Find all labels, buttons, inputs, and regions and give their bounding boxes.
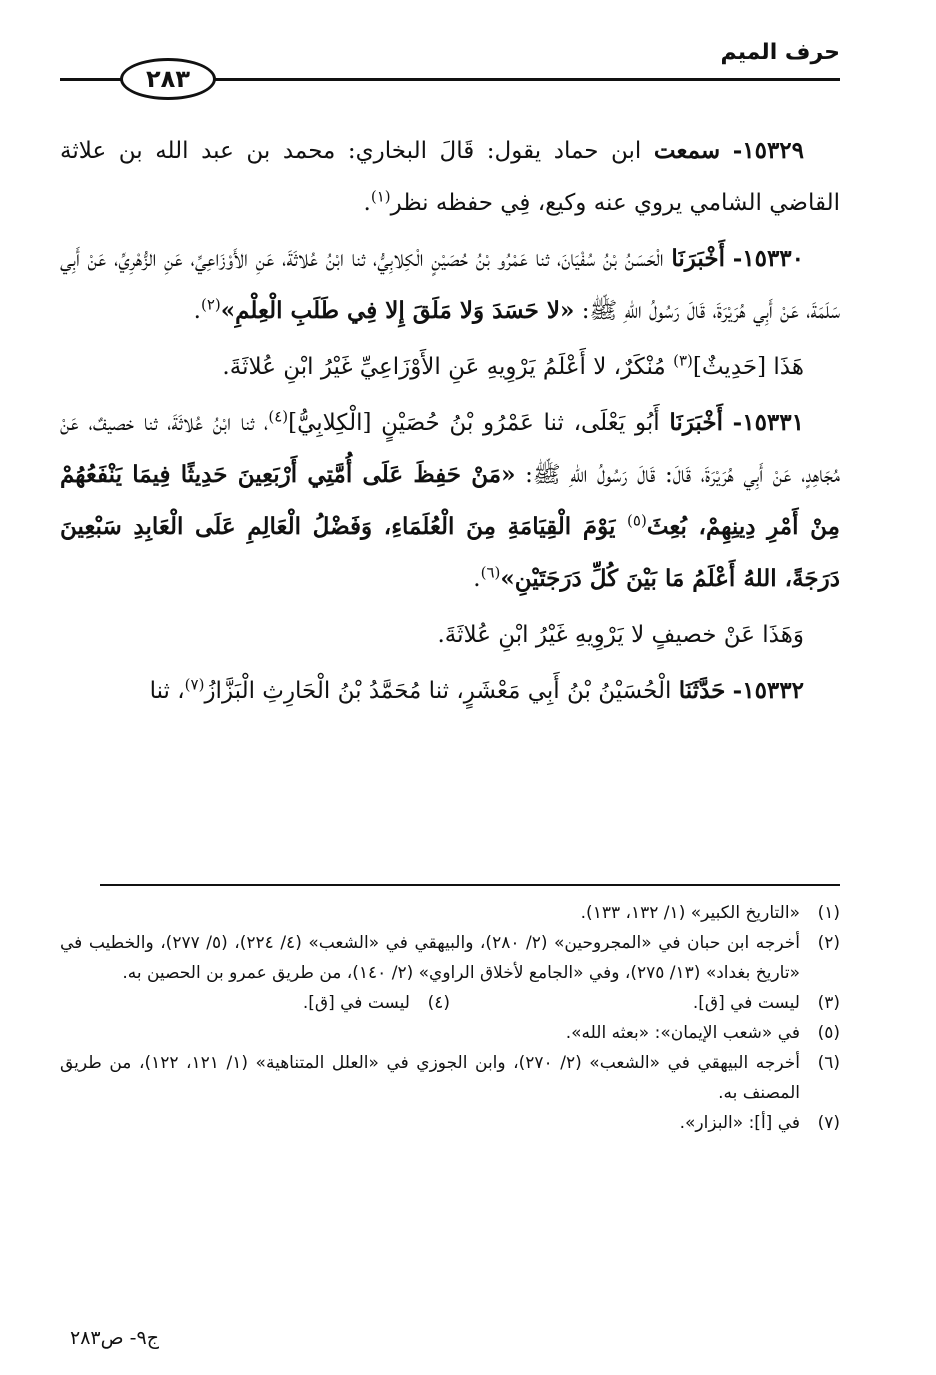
- entry-15331: [60, 397, 840, 605]
- footnote-ref: (٥): [627, 511, 647, 530]
- footnote-row: [60, 988, 840, 1018]
- entry-end: ، ثنا: [149, 678, 185, 704]
- entry-end: .: [193, 298, 201, 324]
- footnote: [450, 988, 840, 1018]
- entry-text: ، ثنا ابْنُ عُلاثَةَ، ثنا خصيفٌ، عَنْ مُجَاهِدٍ، عَنْ أَبِي هُرَيْرَةَ، قَالَ: قَالَ رَسُولُ اللهِ ﷺ:: [60, 410, 841, 488]
- hadith-text: «مَنْ حَفِظَ عَلَى أُمَّتِي أَرْبَعِينَ حَدِيثًا فِيمَا يَنْفَعُهُمْ مِنْ أَمْرِ دِينِهِمْ، بُعِثَ: [60, 461, 840, 540]
- footnote-text: ليست في [ق].: [692, 993, 800, 1013]
- entry-text: ابن حماد يقول: قَالَ البخاري: محمد بن عبد الله بن علاثة القاضي الشامي يروي عنه وكيع، فِي حفظه نظر: [60, 138, 840, 216]
- page-header: [60, 38, 840, 98]
- footnote: [60, 988, 450, 1018]
- page-number: ٢٨٣: [120, 58, 216, 100]
- narration-keyword: حَدَّثَنَا: [678, 677, 726, 704]
- footnote-number: (٧): [817, 1113, 840, 1133]
- footnote-text: «التاريخ الكبير» (١/ ١٣٢، ١٣٣).: [580, 903, 800, 923]
- footnote-ref: (١): [370, 187, 391, 206]
- volume-page-reference: ج٩- ص٢٨٣: [70, 1327, 159, 1349]
- footnote: [60, 1048, 840, 1108]
- footnote-number: (٤): [427, 993, 450, 1013]
- footnote-text: في [أ]: «البزار».: [679, 1113, 800, 1133]
- footnote: [60, 928, 840, 988]
- entry-15330: [60, 233, 840, 337]
- narration-keyword: أَخْبَرَنَا: [671, 245, 725, 272]
- editor-comment: [60, 341, 840, 393]
- chapter-title: حرف الميم: [720, 40, 840, 65]
- footnote-ref: (٧): [184, 675, 205, 694]
- entry-number: ١٥٣٣١-: [732, 409, 804, 436]
- editor-comment: [60, 609, 840, 661]
- narration-keyword: أَخْبَرَنَا: [669, 409, 723, 436]
- footnote-divider: [100, 884, 840, 886]
- entry-number: ١٥٣٣٢-: [732, 677, 804, 704]
- footnote-text: في «شعب الإيمان»: «بعثه الله».: [565, 1023, 800, 1043]
- footnote-text: أخرجه ابن حبان في «المجروحين» (٢/ ٢٨٠)، والبيهقي في «الشعب» (٤/ ٢٢٤)، (٥/ ٢٧٧)، والخطيب في «تاريخ بغداد» (١٣/ ٢٧٥)، وفي «الجامع لأخلاق الراوي» (٢/ ١٤٠)، من طريق عمرو بن الحصين به.: [60, 933, 800, 983]
- entry-text: أَبُو يَعْلَى، ثنا عَمْرُو بْنُ حُصَيْنٍ [الْكِلابِيُّ]: [288, 410, 660, 436]
- entry-15329: [60, 125, 840, 229]
- footnotes: [60, 898, 840, 1138]
- hadith-text: «لا حَسَدَ وَلا مَلَقَ إِلا فِي طَلَبِ الْعِلْمِ»: [220, 297, 575, 324]
- entry-number: ١٥٣٣٠-: [732, 245, 805, 272]
- main-text: [60, 125, 840, 717]
- footnote: [60, 1108, 840, 1138]
- entry-number: ١٥٣٢٩-: [732, 137, 805, 164]
- footnote: [60, 898, 840, 928]
- entry-15332: [60, 665, 840, 717]
- comment-text: مُنْكَرٌ، لا أَعْلَمُ يَرْوِيهِ عَنِ الأَوْزَاعِيِّ غَيْرُ ابْنِ عُلاثَةَ.: [222, 354, 674, 380]
- footnote-number: (١): [817, 903, 840, 923]
- footnote-ref: (٣): [673, 351, 693, 370]
- footnote-ref: (٤): [268, 407, 289, 426]
- footnote-number: (٢): [817, 933, 840, 953]
- footnote-ref: (٦): [480, 563, 501, 582]
- narration-keyword: سمعت: [653, 137, 721, 164]
- footnote: [60, 1018, 840, 1048]
- footnote-number: (٥): [817, 1023, 840, 1043]
- comment-text: هَذَا [حَدِيثٌ]: [692, 354, 804, 380]
- footnote-number: (٣): [817, 993, 840, 1013]
- footnote-text: أخرجه البيهقي في «الشعب» (٢/ ٢٧٠)، وابن الجوزي في «العلل المتناهية» (١/ ١٢١، ١٢٢)، من طريق المصنف به.: [60, 1053, 800, 1103]
- entry-text: الْحُسَيْنُ بْنُ أَبِي مَعْشَرٍ، ثنا مُحَمَّدُ بْنُ الْحَارِثِ الْبَزَّازُ: [204, 678, 672, 704]
- entry-text: الْحَسَنُ بْنُ سُفْيَانَ، ثنا عَمْرُو بْنُ حُصَيْنٍ الْكِلابِيُّ، ثنا ابْنُ عُلاثَةَ، عَنِ الأَوْزَاعِيِّ، عَنِ الزُّهْرِيِّ، عَنْ أَبِي سَلَمَةَ، عَنْ أَبِي هُرَيْرَةَ، قَالَ رَسُولُ اللهِ ﷺ:: [60, 246, 840, 324]
- comment-text: وَهَذَا عَنْ خصيفٍ لا يَرْوِيهِ غَيْرُ ابْنِ عُلاثَةَ.: [437, 622, 804, 648]
- footnote-number: (٦): [817, 1053, 840, 1073]
- entry-end: .: [363, 190, 371, 216]
- footnote-text: ليست في [ق].: [302, 993, 410, 1013]
- entry-end: .: [473, 566, 481, 592]
- hadith-text: يَوْمَ الْقِيَامَةِ مِنَ الْعُلَمَاءِ، وَفَضْلُ الْعَالِمِ عَلَى الْعَابِدِ سَبْعِينَ دَرَجَةً، اللهُ أَعْلَمُ مَا بَيْنَ كُلِّ دَرَجَتَيْنِ»: [60, 513, 840, 592]
- footnote-ref: (٢): [200, 295, 221, 314]
